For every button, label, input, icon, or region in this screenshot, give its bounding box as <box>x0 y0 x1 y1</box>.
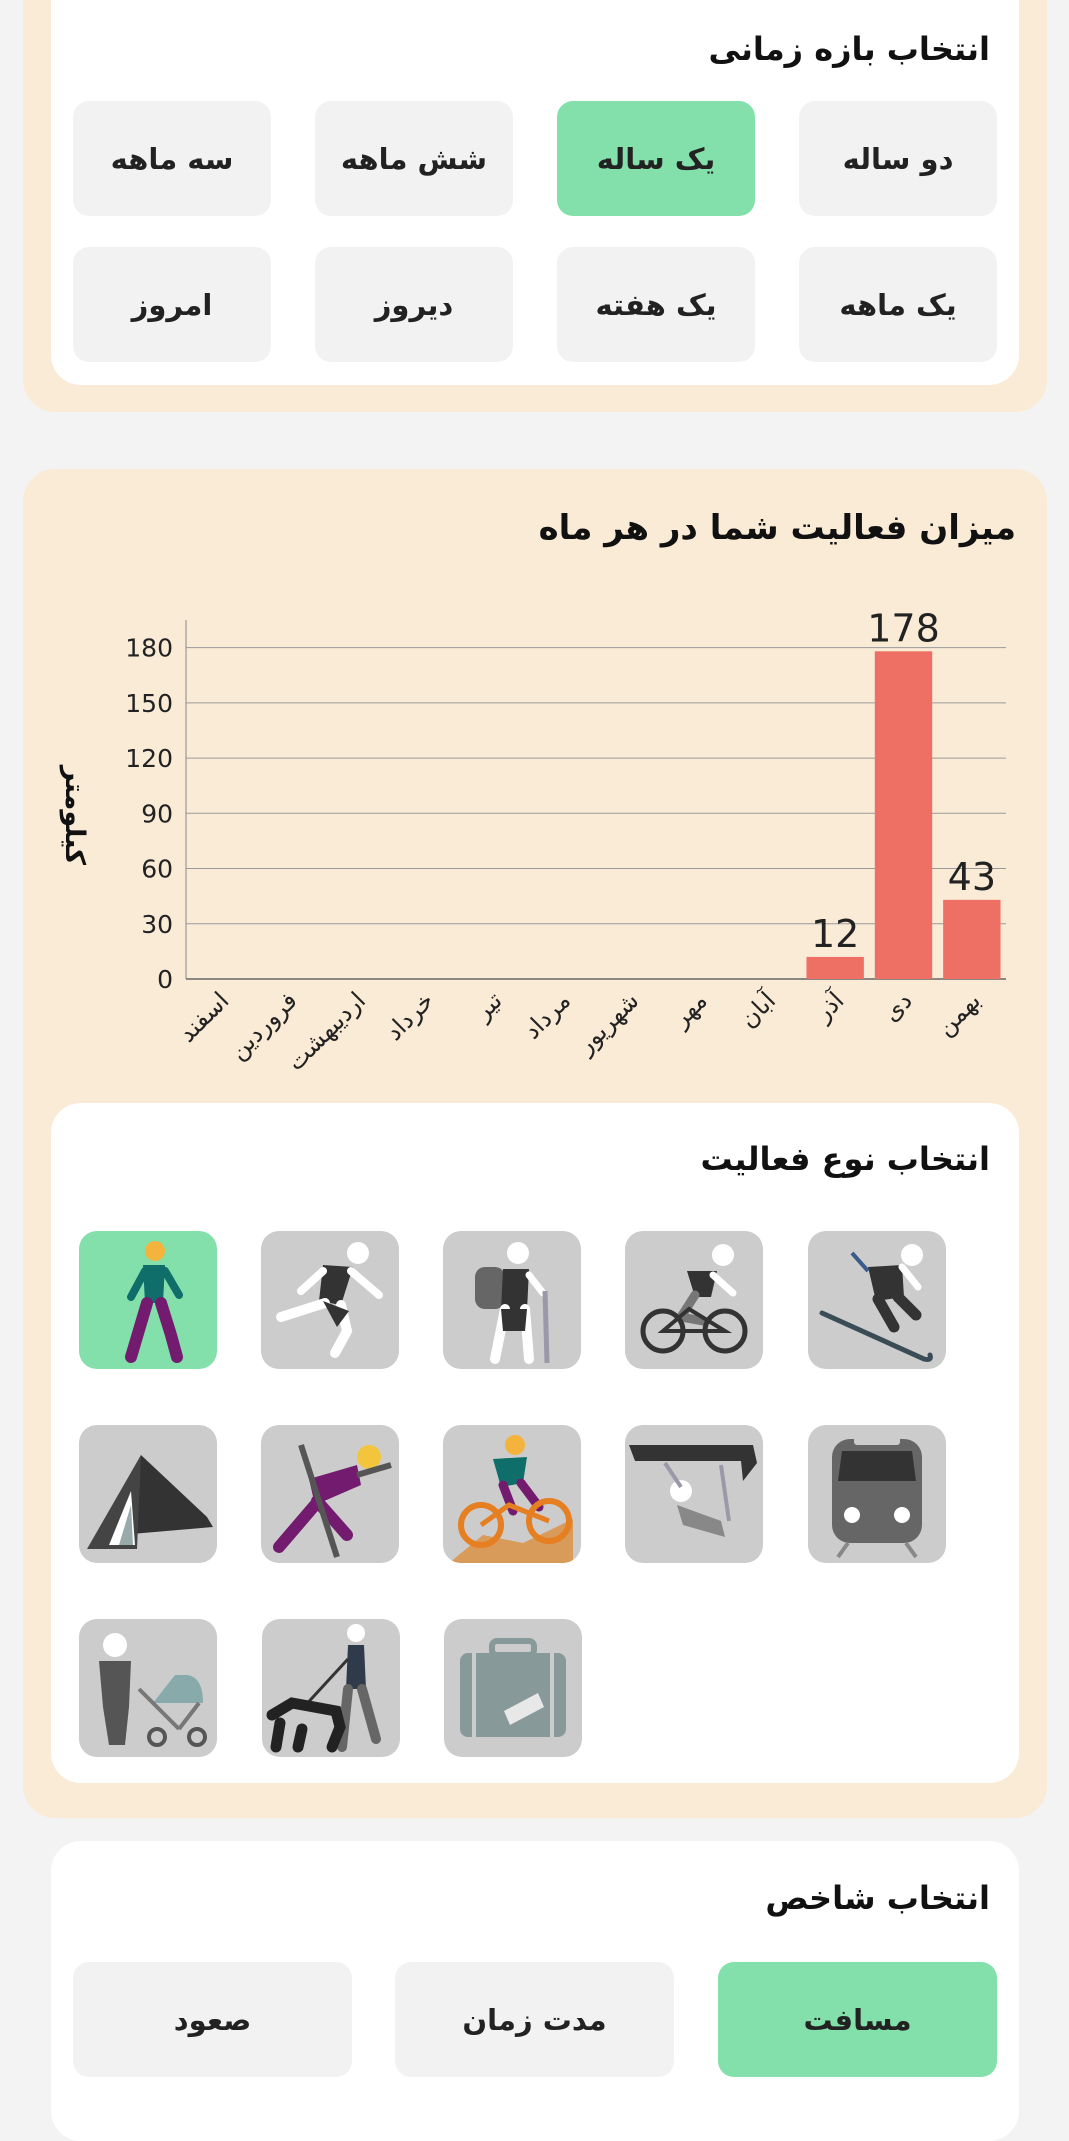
sledding-icon[interactable] <box>261 1425 399 1563</box>
hiking-icon[interactable] <box>443 1231 581 1369</box>
y-tick-label: 90 <box>141 799 173 829</box>
bar-0 <box>943 900 1000 979</box>
range-one-week-button[interactable]: یک هفته <box>557 247 755 362</box>
y-tick-label: 120 <box>125 744 173 774</box>
y-tick-label: 180 <box>125 633 173 663</box>
x-tick-label: اسفند <box>173 986 235 1048</box>
x-tick-label: مهر <box>666 986 713 1033</box>
x-tick-label: دی <box>877 986 918 1028</box>
hang-gliding-icon[interactable] <box>625 1425 763 1563</box>
suitcase-travel-icon[interactable] <box>444 1619 582 1757</box>
bar-data-label: 178 <box>867 606 940 651</box>
bar-data-label: 43 <box>947 854 997 899</box>
activity-type-title: انتخاب نوع فعالیت <box>700 1140 990 1178</box>
walking-icon[interactable] <box>79 1231 217 1369</box>
range-three-month-button[interactable]: سه ماهه <box>73 101 271 216</box>
x-tick-label: بهمن <box>930 986 987 1042</box>
y-tick-label: 30 <box>141 909 173 939</box>
train-icon[interactable] <box>808 1425 946 1563</box>
skiing-icon[interactable] <box>808 1231 946 1369</box>
x-tick-label: اردیبهشت <box>281 986 372 1077</box>
x-tick-label: آبان <box>734 986 782 1034</box>
range-two-year-button[interactable]: دو ساله <box>799 101 997 216</box>
x-tick-label: آذر <box>809 986 850 1027</box>
metric-distance-button[interactable]: مسافت <box>718 1962 997 2077</box>
range-one-month-button[interactable]: یک ماهه <box>799 247 997 362</box>
x-tick-label: تیر <box>468 986 508 1026</box>
x-tick-label: مرداد <box>517 986 577 1045</box>
metric-title: انتخاب شاخص <box>765 1879 990 1917</box>
range-one-year-button[interactable]: یک ساله <box>557 101 755 216</box>
y-tick-label: 150 <box>125 688 173 718</box>
metric-duration-button[interactable]: مدت زمان <box>395 1962 674 2077</box>
bar-2 <box>806 957 863 979</box>
x-tick-label: خرداد <box>379 986 440 1046</box>
stroller-icon[interactable] <box>79 1619 217 1757</box>
y-tick-label: 0 <box>157 965 173 994</box>
bar-1 <box>875 651 932 979</box>
dog-walking-icon[interactable] <box>262 1619 400 1757</box>
chart-title: میزان فعالیت شما در هر ماه <box>538 508 1016 548</box>
range-yesterday-button[interactable]: دیروز <box>315 247 513 362</box>
bar-data-label: 12 <box>810 911 860 956</box>
metric-ascent-button[interactable]: صعود <box>73 1962 352 2077</box>
running-icon[interactable] <box>261 1231 399 1369</box>
range-today-button[interactable]: امروز <box>73 247 271 362</box>
range-six-month-button[interactable]: شش ماهه <box>315 101 513 216</box>
camping-tent-icon[interactable] <box>79 1425 217 1563</box>
x-tick-label: فروردین <box>223 986 303 1066</box>
time-range-title: انتخاب بازه زمانی <box>708 30 990 68</box>
mountain-biking-icon[interactable] <box>443 1425 581 1563</box>
x-tick-label: شهریور <box>571 986 645 1060</box>
chart-y-axis-label: کیلومتر <box>59 765 90 865</box>
y-tick-label: 60 <box>141 854 173 884</box>
cycling-icon[interactable] <box>625 1231 763 1369</box>
